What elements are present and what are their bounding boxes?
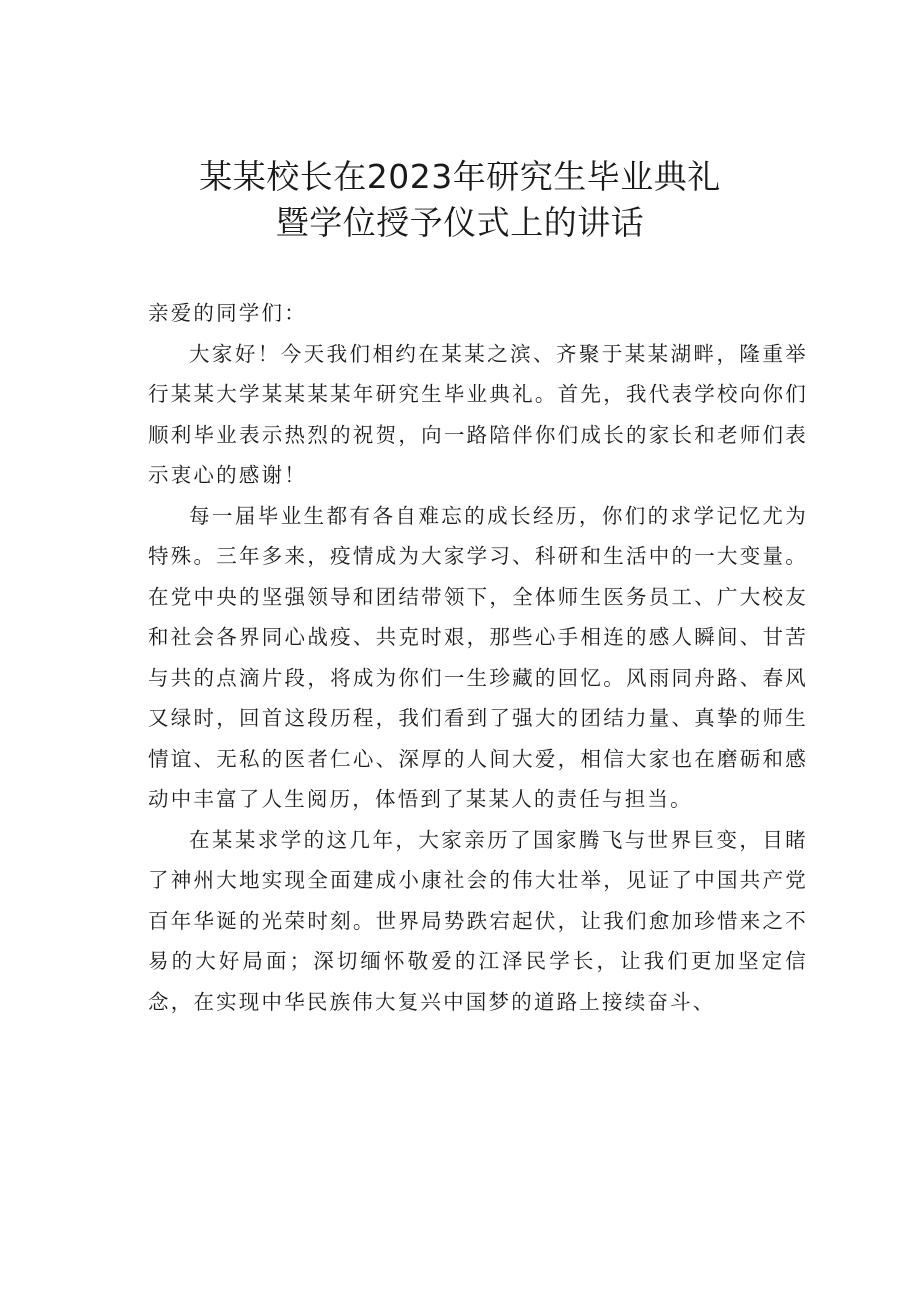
document-body: [148, 293, 808, 1022]
paragraph-1: 大家好！今天我们相约在某某之滨、齐聚于某某湖畔，隆重举行某某大学某某某某年研究生毕业典礼。首先，我代表学校向你们顺利毕业表示热烈的祝贺，向一路陪伴你们成长的家长和老师们表示衷心的感谢！: [148, 341, 808, 487]
document-title: [0, 154, 920, 246]
title-line-2: 暨学位授予仪式上的讲话: [275, 203, 645, 242]
salutation: 亲爱的同学们：: [148, 301, 307, 325]
title-line-1: 某某校长在2023年研究生毕业典礼: [199, 157, 721, 196]
paragraph-2: 每一届毕业生都有各自难忘的成长经历，你们的求学记忆尤为特殊。三年多来，疫情成为大家学习、科研和生活中的一大变量。在党中央的坚强领导和团结带领下，全体师生医务员工、广大校友和社会各界同心战疫、共克时艰，那些心手相连的感人瞬间、甘苦与共的点滴片段，将成为你们一生珍藏的回忆。风雨同舟路、春风又绿时，回首这段历程，我们看到了强大的团结力量、真挚的师生情谊、无私的医者仁心、深厚的人间大爱，相信大家也在磨砺和感动中丰富了人生阅历，体悟到了某某人的责任与担当。: [148, 503, 808, 811]
paragraph-3: 在某某求学的这几年，大家亲历了国家腾飞与世界巨变，目睹了神州大地实现全面建成小康社会的伟大壮举，见证了中国共产党百年华诞的光荣时刻。世界局势跌宕起伏，让我们愈加珍惜来之不易的大好局面；深切缅怀敬爱的江泽民学长，让我们更加坚定信念，在实现中华民族伟大复兴中国梦的道路上接续奋斗、: [148, 827, 808, 1014]
